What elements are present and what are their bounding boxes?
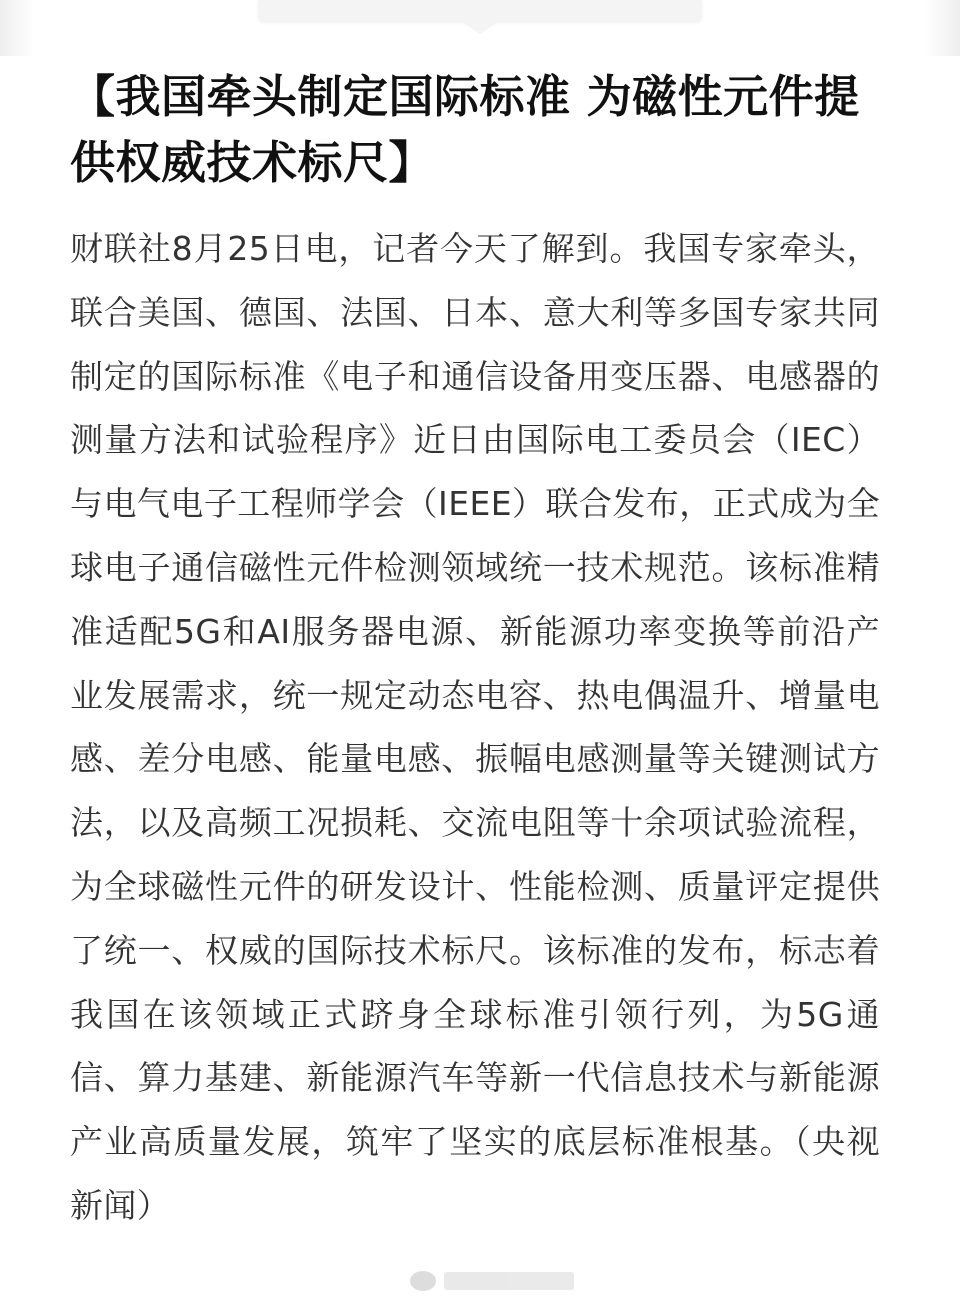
- article-body: [70, 217, 880, 1238]
- weibo-watermark: [410, 1264, 580, 1298]
- top-bar: [0, 0, 960, 56]
- article: [70, 64, 880, 1238]
- article-body-text: 财联社8月25日电，记者今天了解到。我国专家牵头，联合美国、德国、法国、日本、意大利等多国专家共同制定的国际标准《电子和通信设备用变压器、电感器的测量方法和试验程序》近日由国际电工委员会（IEC）与电气电子工程师学会（IEEE）联合发布，正式成为全球电子通信磁性元件检测领域统一技术规范。该标准精准适配5G和AI服务器电源、新能源功率变换等前沿产业发展需求，统一规定动态电容、热电偶温升、增量电感、差分电感、能量电感、振幅电感测量等关键测试方法，以及高频工况损耗、交流电阻等十余项试验流程，为全球磁性元件的研发设计、性能检测、质量评定提供了统一、权威的国际技术标尺。该标准的发布，标志着我国在该领域正式跻身全球标准引领行列，为5G通信、算力基建、新能源汽车等新一代信息技术与新能源产业高质量发展，筑牢了坚实的底层标准根基。: [70, 229, 880, 1162]
- watermark-handle: [444, 1272, 574, 1290]
- left-edge-shadow: [0, 0, 34, 56]
- right-edge-shadow: [926, 0, 960, 56]
- previous-card-edge: [258, 0, 702, 22]
- article-title: 【我国牵头制定国际标准 为磁性元件提供权威技术标尺】: [70, 70, 860, 189]
- card-caret: [462, 22, 498, 34]
- article-source: （央视新闻）: [70, 1122, 881, 1225]
- weibo-watermark-icon: [410, 1271, 436, 1291]
